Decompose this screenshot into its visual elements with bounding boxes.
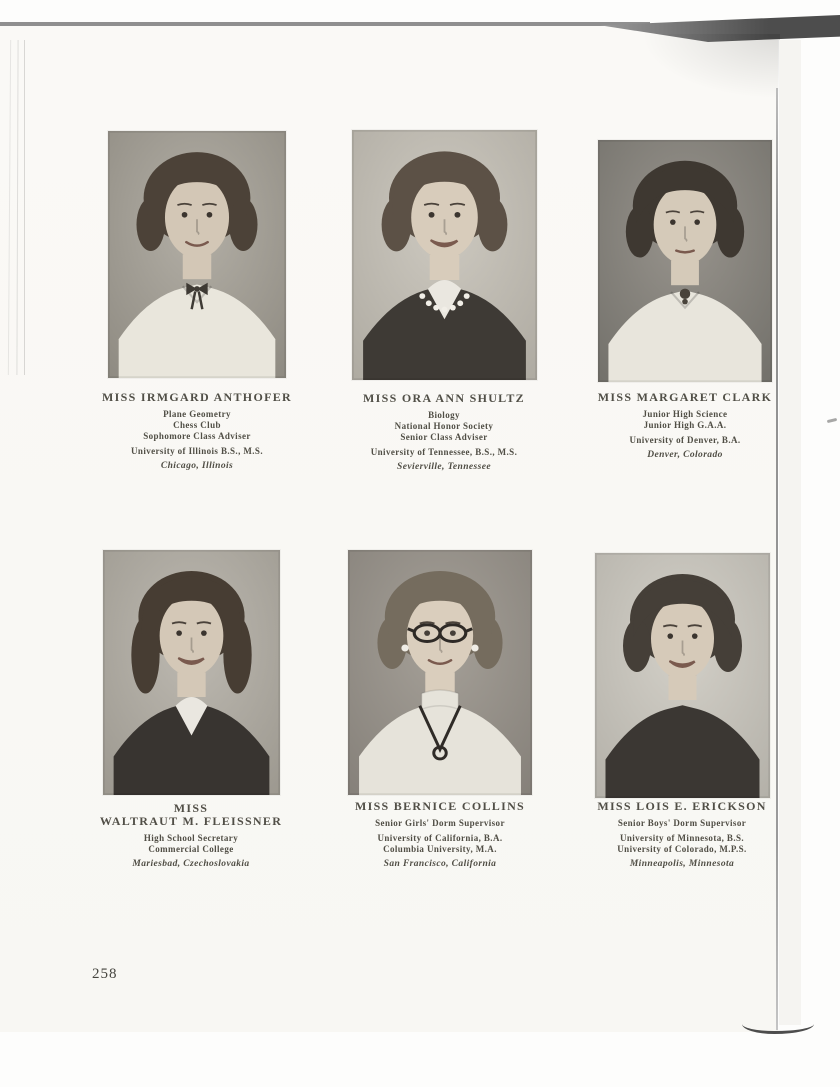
- faculty-caption-shultz: [319, 392, 569, 472]
- page-number: 258: [92, 966, 118, 982]
- faculty-roles: Senior Girls' Dorm Supervisor: [375, 818, 505, 828]
- faculty-name: MISS IRMGARD ANTHOFER: [102, 390, 292, 404]
- faculty-roles: Junior High Science Junior High G.A.A.: [642, 409, 728, 430]
- faculty-caption-erickson: [557, 800, 807, 869]
- faculty-credentials: University of Tennessee, B.S., M.S.: [370, 447, 518, 457]
- scan-corner-shade: [630, 34, 780, 104]
- faculty-credentials: University of Denver, B.A.: [629, 435, 741, 445]
- faculty-roles: Biology National Honor Society Senior Class Adviser: [394, 410, 494, 442]
- faculty-caption-fleissner: [66, 802, 316, 869]
- scan-bottom-corner-mark: [742, 1024, 814, 1034]
- portrait-photo-fleissner: [103, 550, 280, 795]
- scan-margin-speck: [827, 418, 837, 423]
- scan-top-edge-line: [0, 22, 650, 26]
- portrait-photo-shultz: [352, 130, 537, 380]
- faculty-name: MISS BERNICE COLLINS: [354, 799, 526, 813]
- faculty-name: MISS: [173, 801, 209, 815]
- portrait-photo-erickson: [595, 553, 770, 798]
- book-page-stack-edge: [779, 40, 801, 1025]
- faculty-caption-anthofer: [72, 391, 322, 471]
- faculty-hometown: Chicago, Illinois: [160, 461, 234, 471]
- page-right-edge-line: [776, 88, 778, 1030]
- faculty-credentials: University of California, B.A. Columbia University, M.A.: [377, 833, 503, 854]
- faculty-hometown: Denver, Colorado: [647, 450, 723, 460]
- portrait-photo-collins: [348, 550, 532, 795]
- faculty-roles: Senior Boys' Dorm Supervisor: [617, 818, 747, 828]
- faculty-roles: High School Secretary Commercial College: [143, 833, 239, 854]
- faculty-roles: Plane Geometry Chess Club Sophomore Class Adviser: [143, 409, 251, 441]
- faculty-name: MISS LOIS E. ERICKSON: [597, 799, 767, 813]
- faculty-hometown: San Francisco, California: [383, 859, 497, 869]
- portrait-photo-clark: [598, 140, 772, 382]
- faculty-hometown: Sevierville, Tennessee: [397, 462, 491, 472]
- faculty-credentials: University of Minnesota, B.S. University of Colorado, M.P.S.: [617, 833, 747, 854]
- faculty-name: MISS MARGARET CLARK: [597, 390, 773, 404]
- faculty-caption-collins: [315, 800, 565, 869]
- faculty-credentials: University of Illinois B.S., M.S.: [131, 446, 263, 456]
- faculty-name: MISS ORA ANN SHULTZ: [363, 391, 525, 405]
- faculty-hometown: Minneapolis, Minnesota: [629, 859, 735, 869]
- faculty-name: WALTRAUT M. FLEISSNER: [99, 814, 283, 828]
- scan-left-page-edge-line: [24, 40, 25, 375]
- portrait-photo-anthofer: [108, 131, 286, 378]
- faculty-caption-clark: [560, 391, 810, 460]
- faculty-hometown: Mariesbad, Czechoslovakia: [132, 859, 250, 869]
